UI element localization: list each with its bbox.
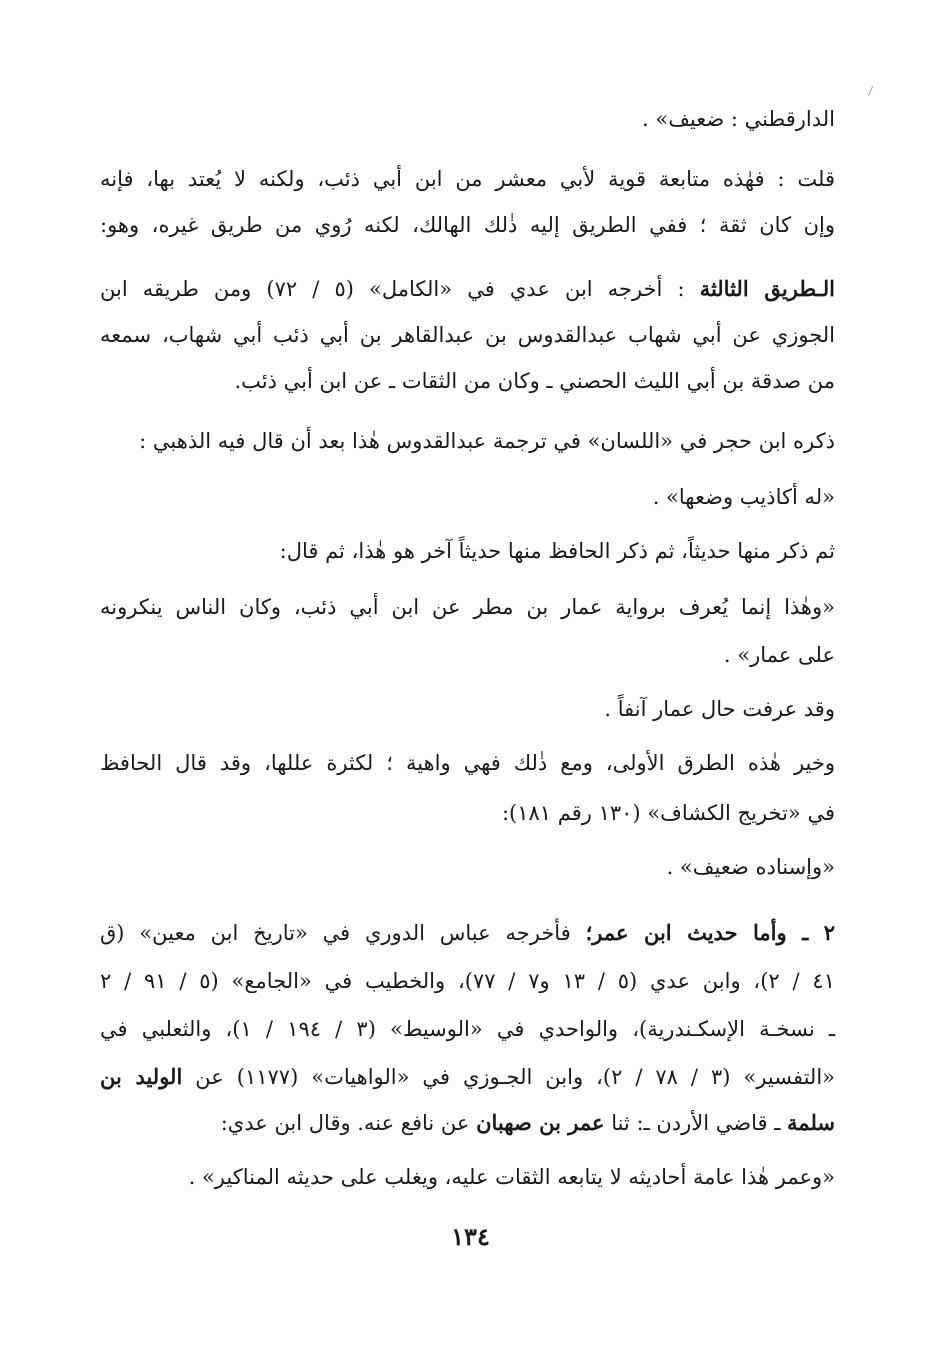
text-line-13: وخير هٰذه الطرق الأولى، ومع ذٰلك فهي واهية ؛ لكثرة عللها، وقد قال الحافظ xyxy=(100,751,835,775)
text-line-16 xyxy=(100,918,835,948)
text-line-3: وإن كان ثقة ؛ ففي الطريق إليه ذٰلك الهالك، لكنه رُوي من طريق غيره، وهو: xyxy=(100,213,835,237)
page-number: ١٣٤ xyxy=(451,1222,490,1251)
text-line-17: ٤١ / ٢)، وابن عدي (٥ / ١٣ و٧ / ٧٧)، والخطيب في «الجامع» (٥ / ٩١ / ٢ xyxy=(100,969,835,993)
narrator-name-umar-ibn-suhban: عمر بن صهبان xyxy=(476,1110,605,1135)
narrator-name-walid: الوليد بن xyxy=(100,1064,183,1089)
text-line-8: «له أكاذيب وضعها» . xyxy=(652,485,835,509)
text-line-1: الدارقطني : ضعيف» . xyxy=(642,107,835,131)
section-label-ibn-umar: ٢ ـ وأما حديث ابن عمر؛ xyxy=(585,920,835,945)
text-line-14: في «تخريج الكشاف» (١٣٠ رقم ١٨١): xyxy=(501,801,835,825)
text-line-4-body: : أخرجه ابن عدي في «الكامل» (٥ / ٧٢) ومن طريقه ابن xyxy=(100,277,685,301)
text-line-21: «وعمر هٰذا عامة أحاديثه لا يتابعه الثقات عليه، ويغلب على حديثه المناكير» . xyxy=(188,1165,835,1189)
text-line-16-body: فأخرجه عباس الدوري في «تاريخ ابن معين» (ق xyxy=(100,921,571,945)
narrator-name-salama: سلمة xyxy=(787,1110,835,1135)
text-line-19 xyxy=(100,1062,835,1092)
section-label-third-route: الـطريق الثالثة xyxy=(699,276,835,301)
text-line-15: «وإسناده ضعيف» . xyxy=(666,855,835,879)
text-line-20-part-b: عن نافع عنه. وقال ابن عدي: xyxy=(220,1111,470,1135)
text-line-6: من صدقة بن أبي الليث الحصني ـ وكان من الثقات ـ عن ابن أبي ذئب. xyxy=(234,369,835,393)
text-line-12: وقد عرفت حال عمار آنفاً . xyxy=(604,697,835,721)
text-line-9: ثم ذكر منها حديثاً، ثم ذكر الحافظ منها حديثاً آخر هو هٰذا، ثم قال: xyxy=(279,539,835,563)
text-line-11: على عمار» . xyxy=(723,643,835,667)
text-line-10: «وهٰذا إنما يُعرف برواية عمار بن مطر عن ابن أبي ذئب، وكان الناس ينكرونه xyxy=(100,595,835,619)
text-line-20-part-a: ـ قاضي الأردن ـ: ثنا xyxy=(611,1111,781,1135)
scan-mark xyxy=(868,86,873,95)
text-line-4 xyxy=(100,274,835,304)
text-line-18: ـ نسخـة الإسكـندرية)، والواحدي في «الوسيط» (٣ / ١٩٤ / ١)، والثعلبي في xyxy=(100,1017,835,1041)
text-line-5: الجوزي عن أبي شهاب عبدالقدوس بن عبدالقاهر بن أبي ذئب أبي شهاب، سمعه xyxy=(100,323,835,347)
text-line-2: قلت : فهٰذه متابعة قوية لأبي معشر من ابن أبي ذئب، ولكنه لا يُعتد بها، فإنه xyxy=(100,167,835,191)
text-line-7: ذكره ابن حجر في «اللسان» في ترجمة عبدالقدوس هٰذا بعد أن قال فيه الذهبي : xyxy=(139,429,835,453)
text-line-20 xyxy=(100,1108,835,1138)
text-line-19-body: «التفسير» (٣ / ٧٨ / ٢)، وابن الجـوزي في «الواهيات» (١١٧٧) عن xyxy=(195,1065,835,1089)
